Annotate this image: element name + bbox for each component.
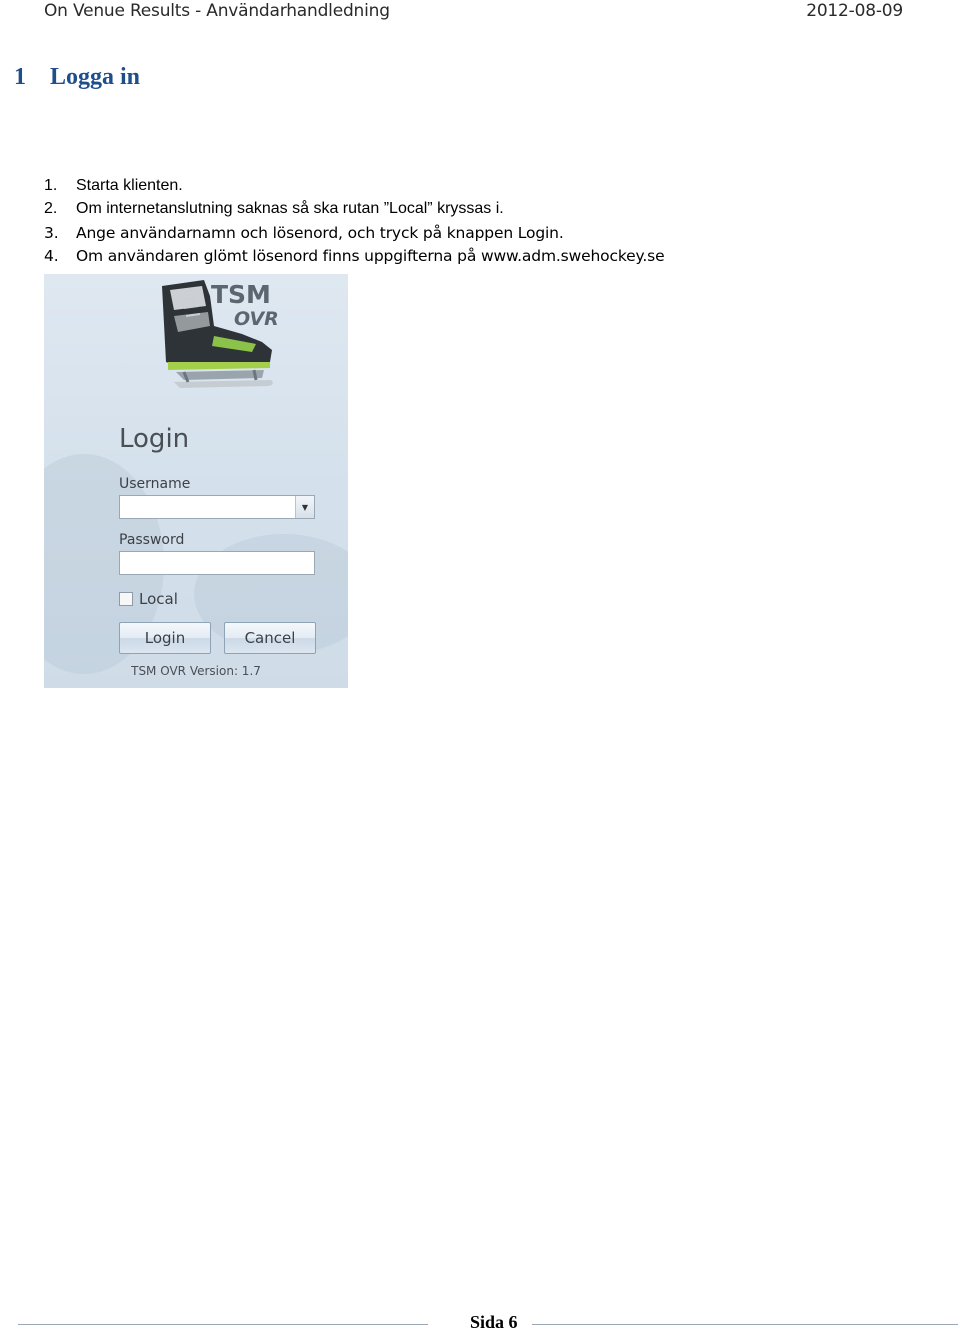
page-footer <box>0 1312 960 1333</box>
password-field[interactable] <box>119 551 315 575</box>
footer-rule-right <box>532 1324 958 1325</box>
instruction-list <box>44 174 924 268</box>
version-text: TSM OVR Version: 1.7 <box>131 664 261 678</box>
document-title: On Venue Results - Användarhandledning <box>44 1 390 21</box>
login-title: Login <box>119 424 190 454</box>
list-item-number: 1. <box>44 176 58 194</box>
list-item-text: Starta klienten. <box>76 176 183 194</box>
chevron-down-icon: ▼ <box>301 502 309 512</box>
cancel-button[interactable]: Cancel <box>224 622 316 654</box>
username-label: Username <box>119 476 191 492</box>
dropdown-button[interactable] <box>295 496 314 518</box>
list-item-text: Ange användarnamn och lösenord, och tryck på knappen Login. <box>76 223 564 242</box>
logo-title: TSM <box>211 280 271 309</box>
section-title: Logga in <box>50 64 141 90</box>
list-item-text: Om internetanslutning saknas så ska rutan ”Local” kryssas i. <box>76 200 504 218</box>
password-label: Password <box>119 532 185 548</box>
login-button[interactable]: Login <box>119 622 211 654</box>
username-combobox[interactable] <box>119 495 315 519</box>
section-number: 1 <box>14 64 26 90</box>
local-option[interactable] <box>119 590 178 608</box>
list-item-number: 2. <box>44 200 58 218</box>
local-checkbox[interactable] <box>119 592 133 606</box>
list-item <box>44 174 924 198</box>
list-item-number: 4. <box>44 247 59 266</box>
list-item <box>44 221 924 245</box>
document-date: 2012-08-09 <box>806 1 903 21</box>
local-label: Local <box>139 590 178 608</box>
list-item <box>44 198 924 222</box>
page-number: Sida 6 <box>470 1312 518 1332</box>
list-item <box>44 245 924 269</box>
page-header <box>44 0 903 22</box>
login-screenshot <box>44 274 348 688</box>
footer-rule-left <box>18 1324 428 1325</box>
logo-subtitle: OVR <box>234 308 279 330</box>
section-heading <box>14 64 140 91</box>
list-item-text: Om användaren glömt lösenord finns uppgifterna på www.adm.swehockey.se <box>76 247 665 266</box>
list-item-number: 3. <box>44 223 59 242</box>
